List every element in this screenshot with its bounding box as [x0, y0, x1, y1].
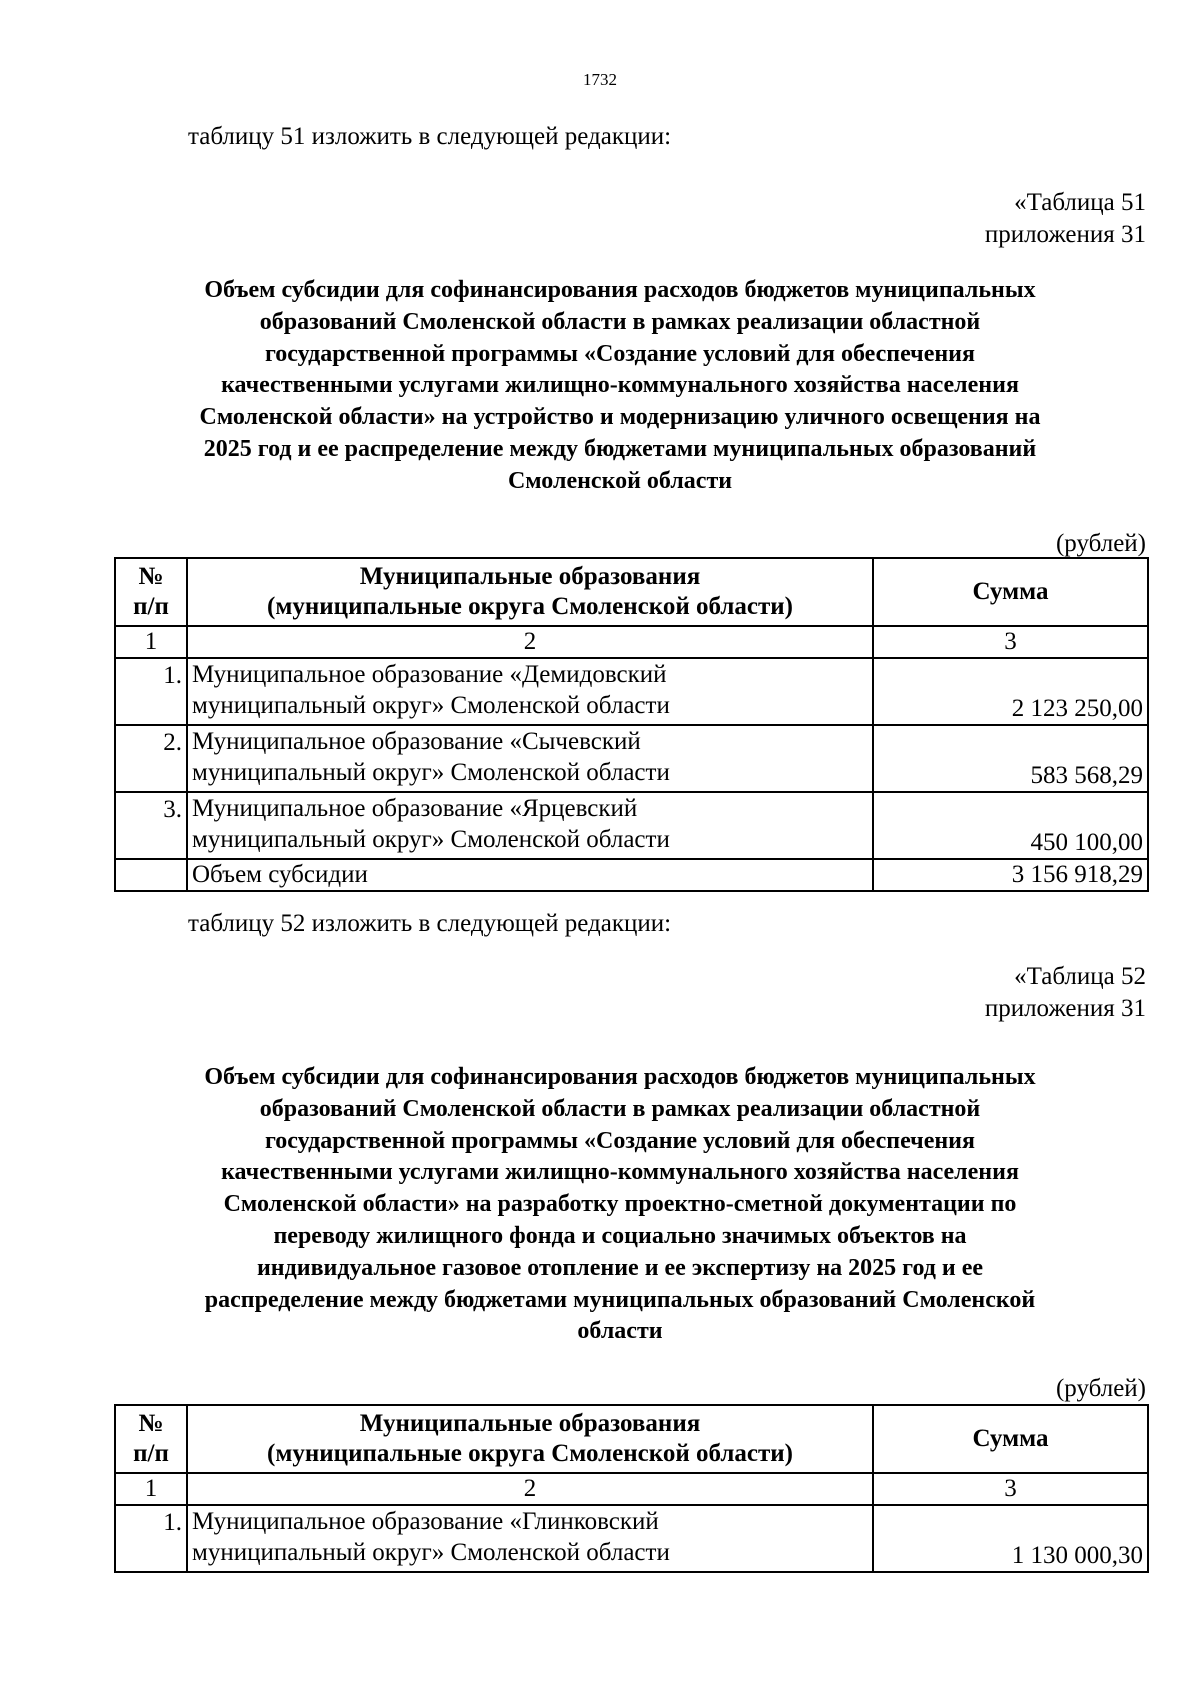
row-number: 1.: [115, 658, 187, 725]
heading-line: переводу жилищного фонда и социально значимых объектов на: [273, 1222, 967, 1249]
heading-line: качественными услугами жилищно-коммунального хозяйства населения: [221, 372, 1019, 399]
column-number: 3: [873, 626, 1148, 658]
table-51-reference: [746, 187, 1146, 251]
heading-line: распределение между бюджетами муниципальных образований Смоленской: [204, 1286, 1036, 1313]
column-number: 1: [115, 626, 187, 658]
instruction-table-52: таблицу 52 изложить в следующей редакции:: [188, 910, 672, 937]
total-label: Объем субсидии: [187, 859, 873, 891]
heading-line: Смоленской области: [507, 467, 733, 494]
table-ref-line: «Таблица 51: [1014, 189, 1146, 216]
heading-line: 2025 год и ее распределение между бюджетами муниципальных образований: [203, 435, 1037, 462]
heading-line: Смоленской области» на устройство и модернизацию уличного освещения на: [199, 404, 1041, 431]
header-number: № п/п: [115, 1405, 187, 1473]
header-municipality: Муниципальные образования (муниципальные округа Смоленской области): [187, 1405, 873, 1473]
heading-line: образований Смоленской области в рамках реализации областной: [259, 308, 981, 335]
units-label: (рублей): [1055, 1375, 1146, 1402]
heading-line: Объем субсидии для софинансирования расходов бюджетов муниципальных: [204, 277, 1036, 303]
heading-line: государственной программы «Создание условий для обеспечения: [265, 340, 975, 367]
table-52-heading: [100, 1062, 1140, 1348]
heading-line: Объем субсидии для софинансирования расходов бюджетов муниципальных: [204, 1064, 1036, 1090]
row-number: 1.: [115, 1505, 187, 1572]
table-header-row: [115, 1405, 1148, 1473]
row-sum: 2 123 250,00: [873, 658, 1148, 725]
header-sum: Сумма: [873, 1405, 1148, 1473]
table-ref-line: «Таблица 52: [1014, 963, 1146, 990]
header-number: № п/п: [115, 558, 187, 626]
column-number: 1: [115, 1473, 187, 1505]
row-municipality: Муниципальное образование «Сычевский муниципальный округ» Смоленской области: [187, 725, 873, 792]
row-sum: 583 568,29: [873, 725, 1148, 792]
row-number: 3.: [115, 792, 187, 859]
table-row: [115, 792, 1148, 859]
total-number-empty: [115, 859, 187, 891]
heading-line: качественными услугами жилищно-коммунального хозяйства населения: [221, 1159, 1019, 1186]
subsidy-table-52: [114, 1404, 1149, 1573]
row-sum: 1 130 000,30: [873, 1505, 1148, 1572]
units-label: (рублей): [1055, 530, 1146, 557]
header-sum: Сумма: [873, 558, 1148, 626]
table-row: [115, 1505, 1148, 1572]
column-number-row: [115, 626, 1148, 658]
table-52-reference: [746, 961, 1146, 1025]
table-row: [115, 725, 1148, 792]
heading-line: Смоленской области» на разработку проектно-сметной документации по: [223, 1191, 1017, 1218]
table-51-heading: [100, 275, 1140, 498]
heading-line: государственной программы «Создание условий для обеспечения: [265, 1127, 975, 1154]
table-header-row: [115, 558, 1148, 626]
table-ref-line: приложения 31: [984, 221, 1146, 248]
heading-line: индивидуальное газовое отопление и ее экспертизу на 2025 год и ее: [256, 1254, 984, 1281]
instruction-table-51: таблицу 51 изложить в следующей редакции:: [188, 123, 672, 150]
column-number: 2: [187, 1473, 873, 1505]
header-municipality: Муниципальные образования (муниципальные округа Смоленской области): [187, 558, 873, 626]
page-number: 1732: [583, 70, 617, 89]
row-municipality: Муниципальное образование «Ярцевский муниципальный округ» Смоленской области: [187, 792, 873, 859]
column-number: 3: [873, 1473, 1148, 1505]
subsidy-table-51: [114, 557, 1149, 892]
row-municipality: Муниципальное образование «Глинковский муниципальный округ» Смоленской области: [187, 1505, 873, 1572]
table-row: [115, 658, 1148, 725]
row-municipality: Муниципальное образование «Демидовский муниципальный округ» Смоленской области: [187, 658, 873, 725]
table-ref-line: приложения 31: [984, 995, 1146, 1022]
column-number: 2: [187, 626, 873, 658]
table-total-row: [115, 859, 1148, 891]
heading-line: области: [577, 1318, 663, 1345]
total-sum: 3 156 918,29: [873, 859, 1148, 891]
row-number: 2.: [115, 725, 187, 792]
row-sum: 450 100,00: [873, 792, 1148, 859]
heading-line: образований Смоленской области в рамках реализации областной: [259, 1095, 981, 1122]
column-number-row: [115, 1473, 1148, 1505]
